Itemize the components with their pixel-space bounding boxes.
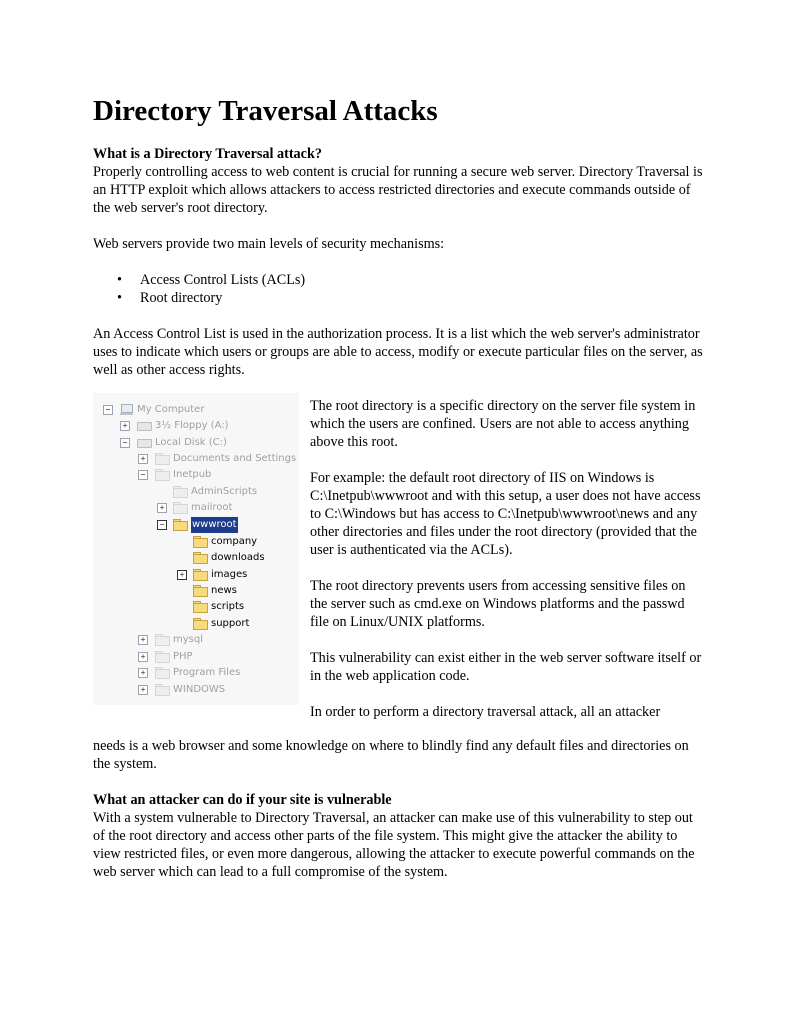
folder-icon xyxy=(173,502,187,513)
collapse-icon: − xyxy=(157,520,167,530)
folder-icon xyxy=(193,569,207,580)
tree-label-php: PHP xyxy=(173,651,193,662)
vulnerability-paragraph: This vulnerability can exist either in the web server software itself or in the web application code. xyxy=(310,650,702,684)
tree-label-scripts: scripts xyxy=(211,601,245,612)
collapse-icon: − xyxy=(120,438,130,448)
attacker-paragraph: With a system vulnerable to Directory Traversal, an attacker can make use of this vulnerability to step out of the root directory and access other parts of the file system. This might give the attacker the ability to view restricted files, or even more dangerous, allowing the attacker to execute powerful commands on the web server which can lead to a full compromise of the system. xyxy=(93,810,695,880)
folder-icon xyxy=(193,552,207,563)
tree-label-my-computer: My Computer xyxy=(137,404,205,415)
expand-icon: + xyxy=(138,685,148,695)
document-page xyxy=(93,92,703,379)
folder-tree-screenshot xyxy=(93,393,299,705)
intro-paragraph: Properly controlling access to web content is crucial for running a secure web server. Directory Traversal is an HTTP exploit which allows attackers to access restricted directories and execute commands outside of the web server's root directory. xyxy=(93,164,703,216)
mechanisms-intro: Web servers provide two main levels of security mechanisms: xyxy=(93,236,445,252)
attack-requirements-first-line: In order to perform a directory traversal attack, all an attacker xyxy=(310,704,661,720)
folder-icon xyxy=(155,667,169,678)
tree-label-floppy: 3½ Floppy (A:) xyxy=(155,420,229,431)
section-heading-what-is: What is a Directory Traversal attack? xyxy=(93,146,322,162)
list-item-root-directory: • Root directory xyxy=(140,289,703,307)
folder-icon xyxy=(155,469,169,480)
tree-label-news: news xyxy=(211,585,237,596)
expand-icon: + xyxy=(120,421,130,431)
document-lower xyxy=(93,737,703,881)
expand-icon: + xyxy=(177,570,187,580)
tree-label-windows: WINDOWS xyxy=(173,684,226,695)
tree-label-company: company xyxy=(211,536,258,547)
expand-icon: + xyxy=(157,503,167,513)
folder-open-icon xyxy=(173,519,187,530)
sensitive-files-paragraph: The root directory prevents users from accessing sensitive files on the server such as cmd.exe on Windows platforms and the passwd file on Linux/UNIX platforms. xyxy=(310,578,686,630)
tree-label-mysql: mysql xyxy=(173,634,203,645)
folder-icon xyxy=(193,601,207,612)
tree-label-support: support xyxy=(211,618,250,629)
root-directory-paragraph: The root directory is a specific directory on the server file system in which the users are confined. Users are not able to access anything above this root. xyxy=(310,398,696,450)
tree-label-documents: Documents and Settings xyxy=(173,453,297,464)
folder-icon xyxy=(155,684,169,695)
floppy-drive-icon xyxy=(137,422,152,431)
hard-drive-icon xyxy=(137,439,152,448)
collapse-icon: − xyxy=(138,470,148,480)
tree-label-downloads: downloads xyxy=(211,552,265,563)
acl-paragraph: An Access Control List is used in the authorization process. It is a list which the web server's administrator uses to indicate which users or groups are able to access, modify or execute particular files on the server, as well as other access rights. xyxy=(93,326,703,378)
tree-label-mailroot: mailroot xyxy=(191,502,233,513)
mechanisms-list xyxy=(93,271,703,307)
folder-icon xyxy=(173,486,187,497)
tree-label-wwwroot: wwwroot xyxy=(191,517,238,533)
tree-label-adminscripts: AdminScripts xyxy=(191,486,258,497)
folder-icon xyxy=(155,453,169,464)
page-title: Directory Traversal Attacks xyxy=(93,95,438,127)
tree-label-local-disk: Local Disk (C:) xyxy=(155,437,227,448)
tree-label-program-files: Program Files xyxy=(173,667,241,678)
example-paragraph: For example: the default root directory of IIS on Windows is C:\Inetpub\wwwroot and with this setup, a user does not have access to C:\Windows but has access to C:\Inetpub\wwwroot\news and any other directories and files under the root directory (provided that the user is authenticated via the ACLs). xyxy=(310,470,701,558)
attack-requirements-rest: needs is a web browser and some knowledge on where to blindly find any default files and directories on the system. xyxy=(93,738,689,772)
folder-icon xyxy=(155,634,169,645)
folder-icon xyxy=(193,536,207,547)
tree-label-inetpub: Inetpub xyxy=(173,469,212,480)
expand-icon: + xyxy=(138,652,148,662)
tree-label-images: images xyxy=(211,569,248,580)
expand-icon: + xyxy=(138,668,148,678)
section-heading-attacker-can-do: What an attacker can do if your site is vulnerable xyxy=(93,792,392,808)
computer-icon xyxy=(120,404,133,415)
expand-icon: + xyxy=(138,454,148,464)
list-item-acl: • Access Control Lists (ACLs) xyxy=(140,271,703,289)
root-directory-column xyxy=(310,397,704,721)
collapse-icon: − xyxy=(103,405,113,415)
folder-icon xyxy=(193,618,207,629)
expand-icon: + xyxy=(138,635,148,645)
folder-icon xyxy=(155,651,169,662)
folder-icon xyxy=(193,585,207,596)
